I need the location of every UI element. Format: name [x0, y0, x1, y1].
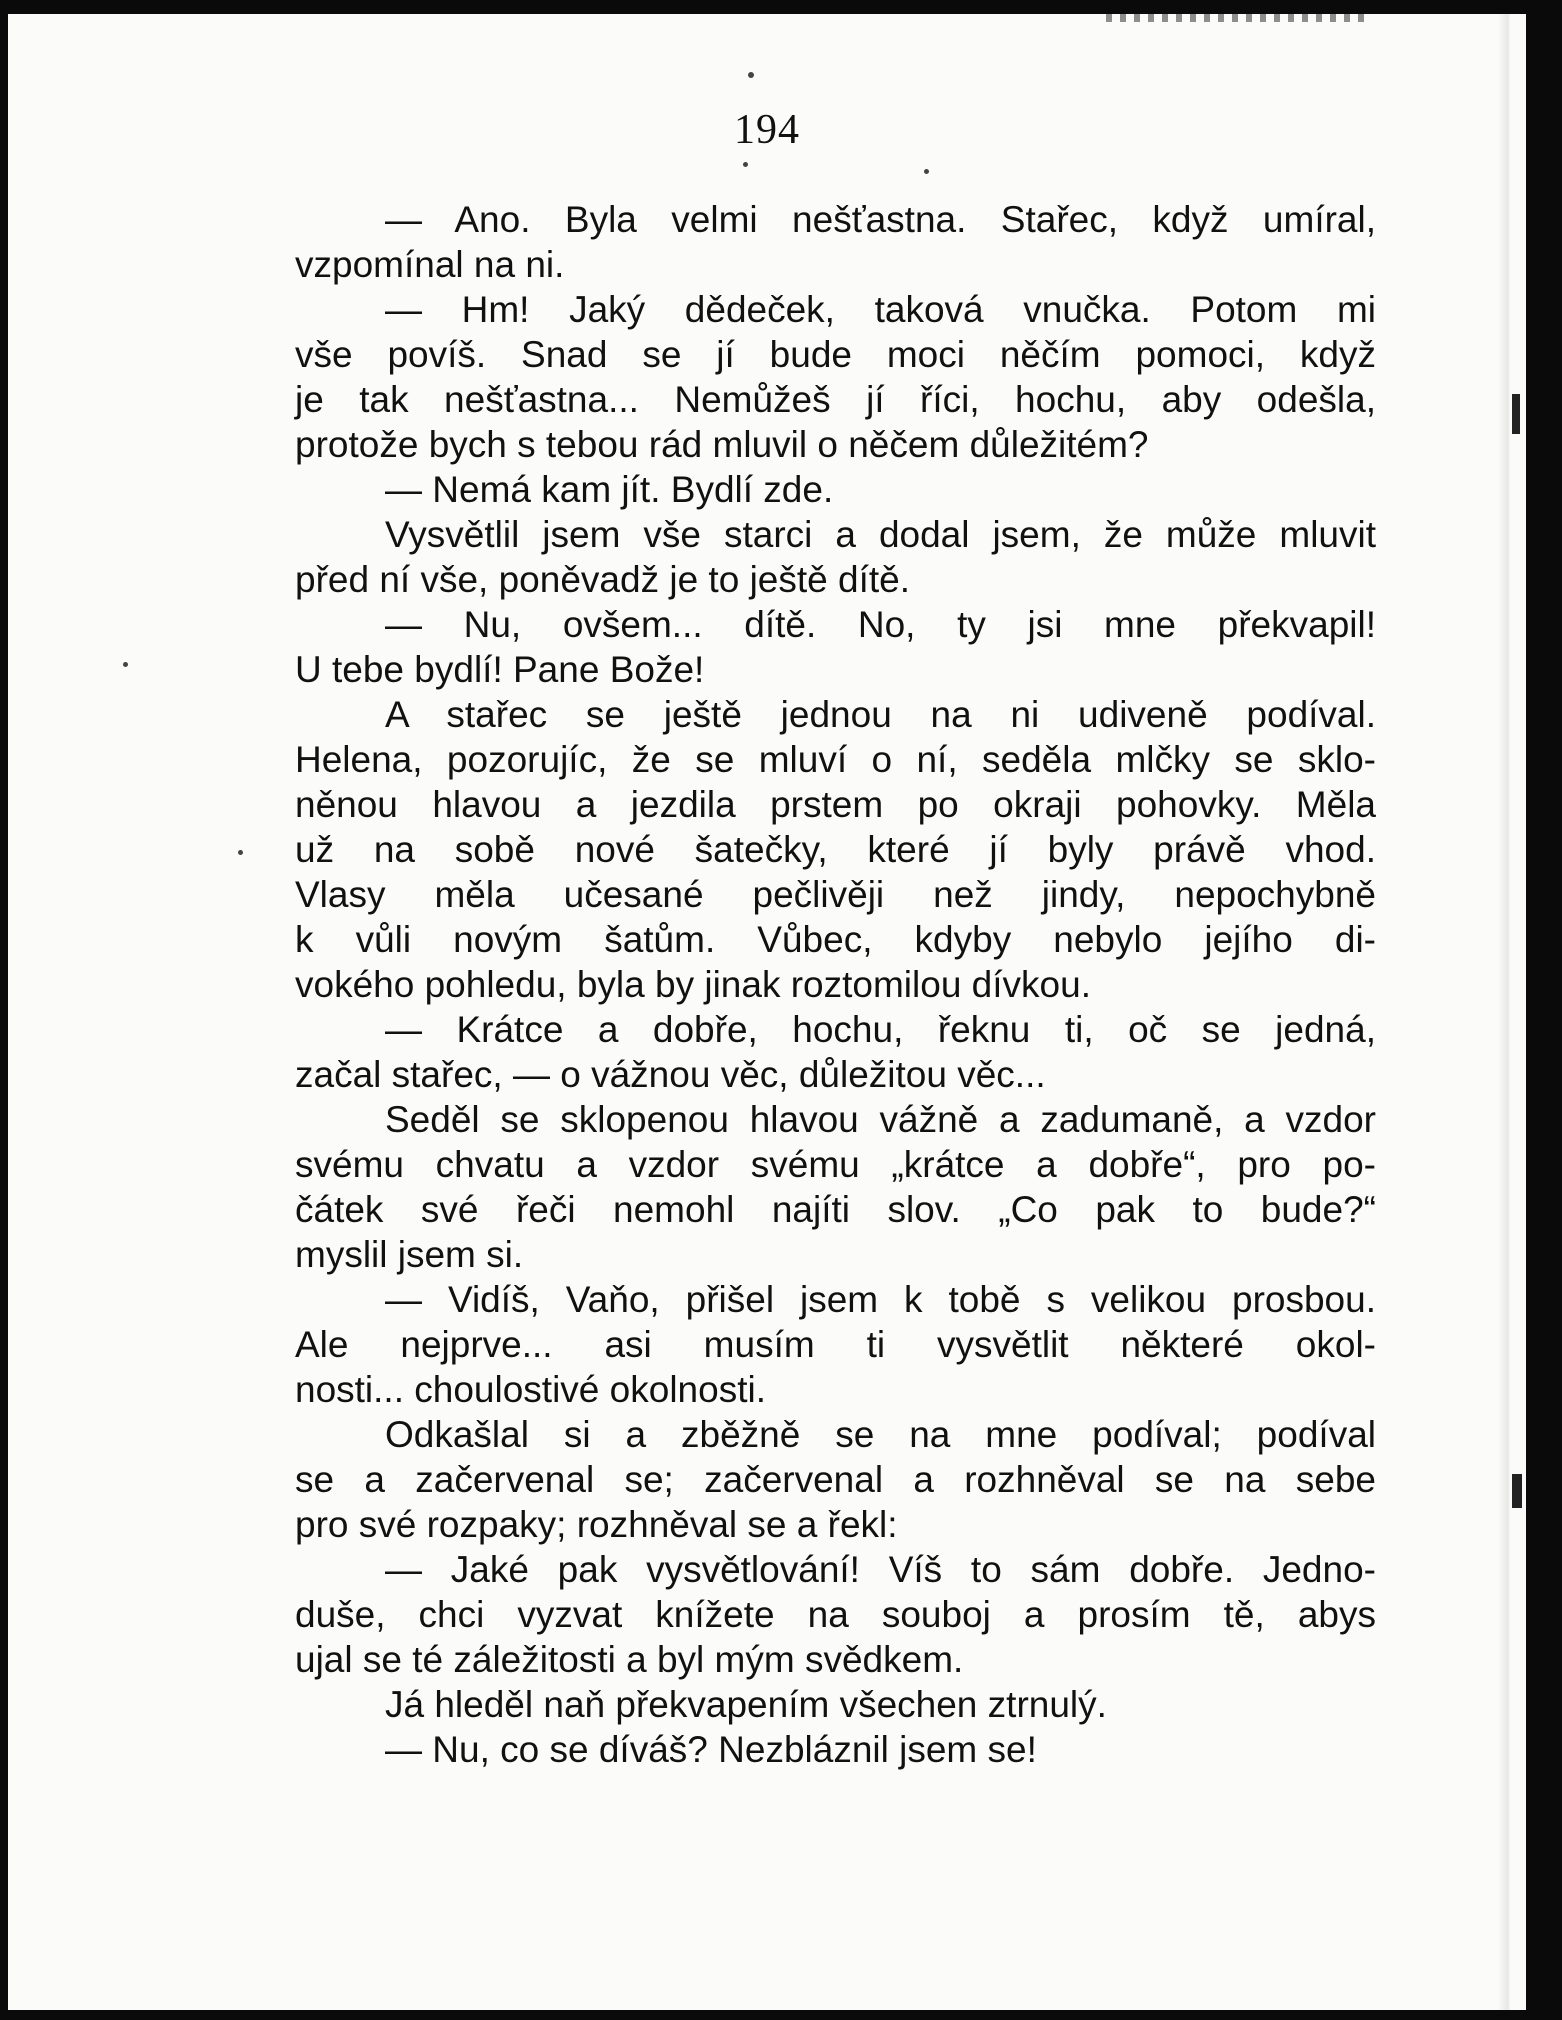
- text-line: Helena, pozorujíc, že se mluví o ní, seděla mlčky se sklo-: [295, 739, 1376, 780]
- text-line: vokého pohledu, byla by jinak roztomilou dívkou.: [295, 964, 1091, 1005]
- text-line: čátek své řeči nemohl najíti slov. „Co pak to bude?“: [295, 1189, 1376, 1230]
- text-line: Ale nejprve... asi musím ti vysvětlit některé okol-: [295, 1324, 1376, 1365]
- text-line: něnou hlavou a jezdila prstem po okraji pohovky. Měla: [295, 784, 1376, 825]
- text-line: A stařec se ještě jednou na ni udiveně podíval.: [385, 694, 1376, 735]
- text-line: nosti... choulostivé okolnosti.: [295, 1369, 766, 1410]
- text-line: protože bych s tebou rád mluvil o něčem důležitém?: [295, 424, 1149, 465]
- text-line: — Nu, co se díváš? Nezbláznil jsem se!: [385, 1729, 1037, 1770]
- text-line: Odkašlal si a zběžně se na mne podíval; podíval: [385, 1414, 1376, 1455]
- text-line: U tebe bydlí! Pane Bože!: [295, 649, 705, 690]
- text-line: — Krátce a dobře, hochu, řeknu ti, oč se jedná,: [385, 1009, 1376, 1050]
- text-line: — Ano. Byla velmi nešťastna. Stařec, když umíral,: [385, 199, 1376, 240]
- text-line: — Nu, ovšem... dítě. No, ty jsi mne překvapil!: [385, 604, 1376, 645]
- text-line: se a začervenal se; začervenal a rozhněval se na sebe: [295, 1459, 1376, 1500]
- page-number: 194: [734, 107, 800, 153]
- text-line: myslil jsem si.: [295, 1234, 524, 1275]
- scan-speck: [748, 72, 754, 78]
- text-line: — Vidíš, Vaňo, přišel jsem k tobě s velikou prosbou.: [385, 1279, 1376, 1320]
- text-line: Vlasy měla učesané pečlivěji než jindy, nepochybně: [295, 874, 1376, 915]
- text-line: — Jaké pak vysvětlování! Víš to sám dobře. Jedno-: [385, 1549, 1376, 1590]
- text-line: ujal se té záležitosti a byl mým svědkem.: [295, 1639, 964, 1680]
- text-line: vše povíš. Snad se jí bude moci něčím pomoci, když: [295, 334, 1376, 375]
- body-text: [295, 197, 1376, 1772]
- text-line: Vysvětlil jsem vše starci a dodal jsem, že může mluvit: [385, 514, 1376, 555]
- scan-speck: [238, 850, 243, 855]
- book-page: [8, 14, 1526, 2010]
- text-line: začal stařec, — o vážnou věc, důležitou věc...: [295, 1054, 1046, 1095]
- text-line: před ní vše, poněvadž je to ještě dítě.: [295, 559, 910, 600]
- text-line: už na sobě nové šatečky, které jí byly právě vhod.: [295, 829, 1376, 870]
- text-line: vzpomínal na ni.: [295, 244, 565, 285]
- scan-artifact: [1106, 14, 1366, 22]
- scan-speck: [743, 162, 748, 167]
- text-line: — Hm! Jaký dědeček, taková vnučka. Potom mi: [385, 289, 1376, 330]
- scan-speck: [924, 169, 929, 174]
- text-line: Já hleděl naň překvapením všechen ztrnulý.: [385, 1684, 1107, 1725]
- text-line: pro své rozpaky; rozhněval se a řekl:: [295, 1504, 898, 1545]
- scan-speck: [123, 662, 128, 667]
- text-line: Seděl se sklopenou hlavou vážně a zadumaně, a vzdor: [385, 1099, 1376, 1140]
- text-line: — Nemá kam jít. Bydlí zde.: [385, 469, 834, 510]
- page-edge: [1498, 14, 1526, 2010]
- text-line: duše, chci vyzvat knížete na souboj a prosím tě, abys: [295, 1594, 1376, 1635]
- text-line: je tak nešťastna... Nemůžeš jí říci, hochu, aby odešla,: [295, 379, 1376, 420]
- text-line: k vůli novým šatům. Vůbec, kdyby nebylo jejího di-: [295, 919, 1376, 960]
- text-line: svému chvatu a vzdor svému „krátce a dobře“, pro po-: [295, 1144, 1376, 1185]
